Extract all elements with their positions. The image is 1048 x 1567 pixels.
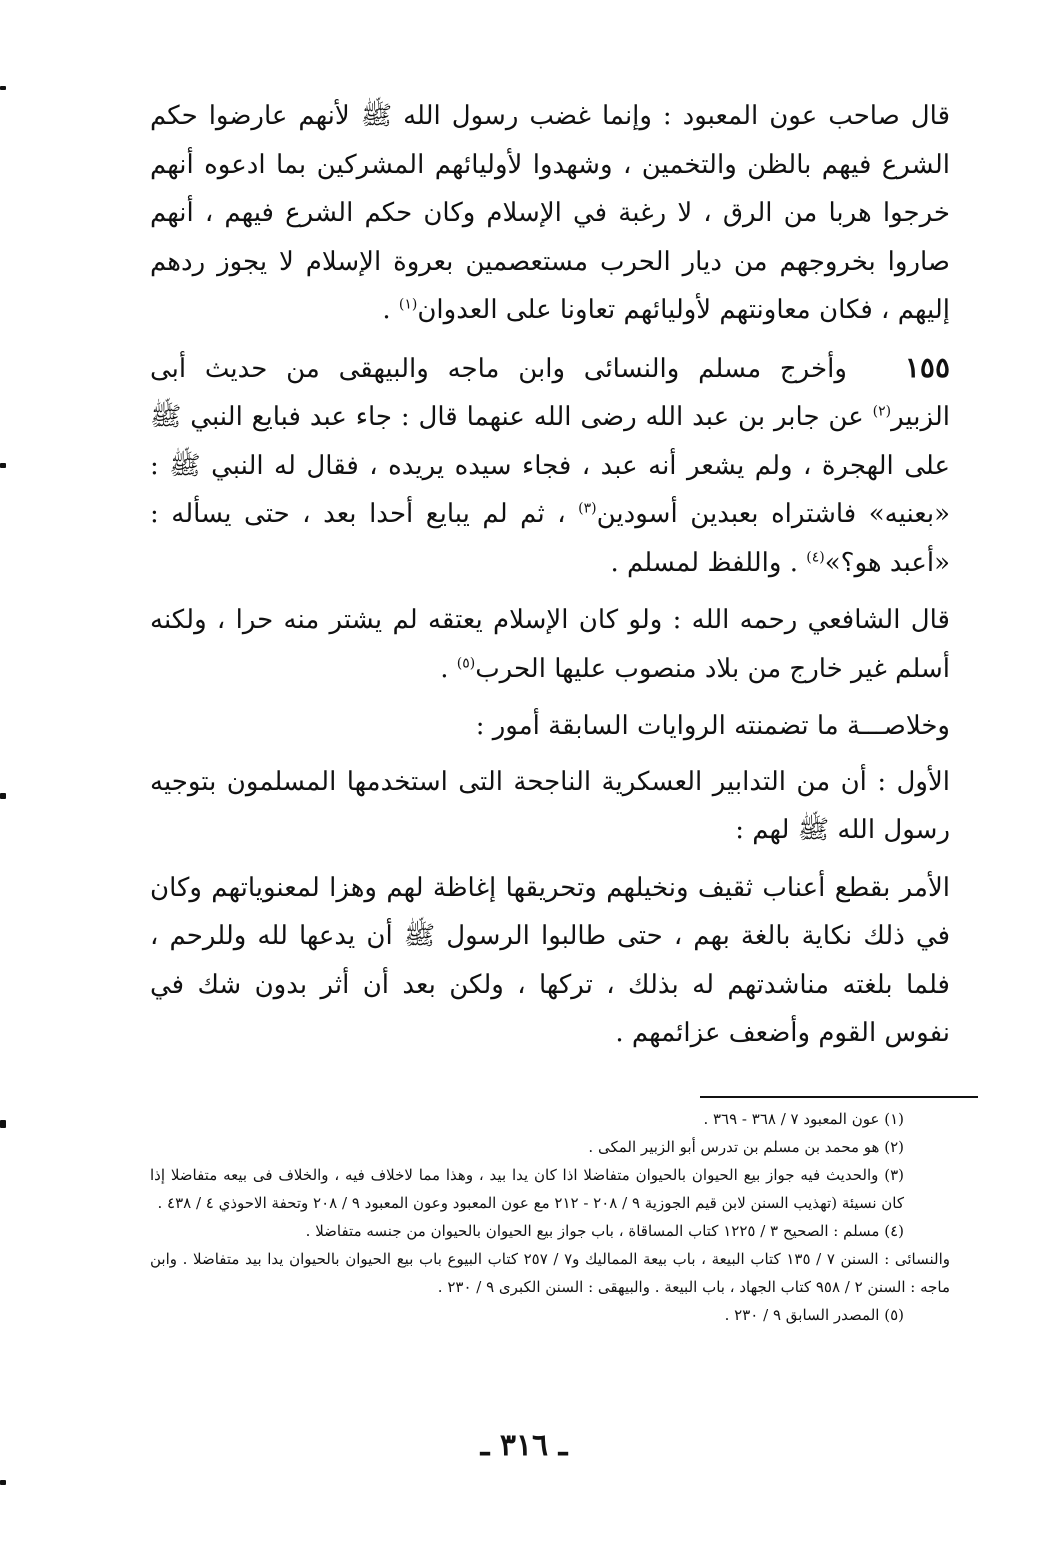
paragraph-text: . واللفظ لمسلم . xyxy=(610,547,807,578)
paragraph-text: الأمر بقطع أعناب ثقيف ونخيلهم وتحريقها إغاظة لهم وهزا لمعنوياتهم وكان في ذلك نكاية بالغة بهم ، حتى طالبوا الرسول ﷺ أن يدعها لله وللرحم ، فلما بلغته مناشدتهم له بذلك ، تركها ، ولكن بعد أن أثر بدون شك في نفوس القوم وأضعف عزائمهم . xyxy=(150,872,950,1048)
paragraph xyxy=(150,864,950,1058)
footnote: (٥) المصدر السابق ٩ / ٢٣٠ . xyxy=(724,1306,904,1324)
main-text xyxy=(150,92,950,1067)
paragraph-text: الأول : أن من التدابير العسكرية الناجحة التى استخدمها المسلمون بتوجيه رسول الله ﷺ لهم : xyxy=(150,766,950,845)
footnote-ref: (٥) xyxy=(456,654,476,671)
scan-edge-mark xyxy=(0,1120,6,1128)
footnote-divider xyxy=(700,1096,978,1098)
paragraph-text: عن جابر بن عبد الله رضى الله عنهما قال : جاء عبد فبايع النبي ﷺ على الهجرة ، ولم يشعر أنه عبد ، فجاء سيده يريده ، فقال له النبي ﷺ : «بعنيه» فاشتراه بعبدين أسودين xyxy=(150,402,950,529)
footnote: والنسائى : السنن ٧ / ١٣٥ كتاب البيعة ، باب بيعة المماليك و٧ / ٢٥٧ كتاب البيوع باب بيع الحيوان بالحيوان يدا بيد متفاضلا . وابن ماجه : السنن ٢ / ٩٥٨ كتاب الجهاد ، باب البيعة . والبيهقى : السنن الكبرى ٩ / ٢٣٠ . xyxy=(150,1250,951,1296)
paragraph-text: ، ثم لم يبايع أحدا بعد ، حتى يسأله : «أعبد هو؟» xyxy=(150,499,950,578)
footnotes xyxy=(150,1105,950,1329)
paragraph xyxy=(150,702,950,751)
paragraph-text: . xyxy=(382,295,399,325)
scan-edge-mark xyxy=(0,793,6,799)
numbered-paragraph xyxy=(150,344,950,588)
paragraph-text: قال صاحب عون المعبود : وإنما غضب رسول الله ﷺ لأنهم عارضوا حكم الشرع فيهم بالظن والتخمين ، وشهدوا لأوليائهم المشركين بما ادعوه أنهم خرجوا هربا من الرق ، لا رغبة في الإسلام وكان حكم الشرع فيهم ، أنهم صاروا بخروجهم من ديار الحرب مستعصمين بعروة الإسلام لا يجوز ردهم إليهم ، فكان معاونتهم لأوليائهم تعاونا على العدوان xyxy=(150,101,950,325)
item-number: ١٥٥ xyxy=(904,350,950,384)
footnote-ref: (١) xyxy=(398,296,418,313)
scan-edge-mark xyxy=(0,1480,6,1485)
footnote-ref: (٢) xyxy=(872,403,892,420)
footnote: (٣) والحديث فيه جواز بيع الحيوان بالحيوان متفاضلا اذا كان يدا بيد ، وهذا مما لاخلاف فيه ، والخلاف فى بيعه متفاضلا إذا كان نسيئة (تهذيب السنن لابن قيم الجوزية ٩ / ٢٠٨ - ٢١٢ مع عون المعبود وعون المعبود ٩ / ٢٠٨ وتحفة الاحوذي ٤ / ٤٣٨ . xyxy=(150,1166,904,1212)
paragraph-text: قال الشافعي رحمه الله : ولو كان الإسلام يعتقه لم يشتر منه حرا ، ولكنه أسلم غير خارج من بلاد منصوب عليها الحرب xyxy=(150,605,950,684)
paragraph-text: وأخرج مسلم والنسائى وابن ماجه والبيهقى من حديث أبى الزبير xyxy=(150,353,950,432)
paragraph-text: . xyxy=(440,653,457,684)
footnote: (٤) مسلم : الصحيح ٣ / ١٢٢٥ كتاب المساقاة ، باب جواز بيع الحيوان بالحيوان من جنسه متفاضلا . xyxy=(305,1222,904,1240)
footnote-ref: (٣) xyxy=(578,500,597,517)
paragraph xyxy=(150,596,950,693)
footnote: (٢) هو محمد بن مسلم بن تدرس أبو الزبير المكى . xyxy=(588,1138,904,1156)
scan-edge-mark xyxy=(0,86,6,90)
page-number: ـ ٣١٦ ـ xyxy=(480,1428,568,1463)
footnote-ref: (٤) xyxy=(806,548,825,565)
paragraph xyxy=(150,92,950,335)
scan-edge-mark xyxy=(0,463,6,468)
paragraph-text: وخلاصـــة ما تضمنته الروايات السابقة أمور : xyxy=(475,711,950,741)
footnote: (١) عون المعبود ٧ / ٣٦٨ - ٣٦٩ . xyxy=(703,1110,904,1128)
paragraph xyxy=(150,758,950,855)
